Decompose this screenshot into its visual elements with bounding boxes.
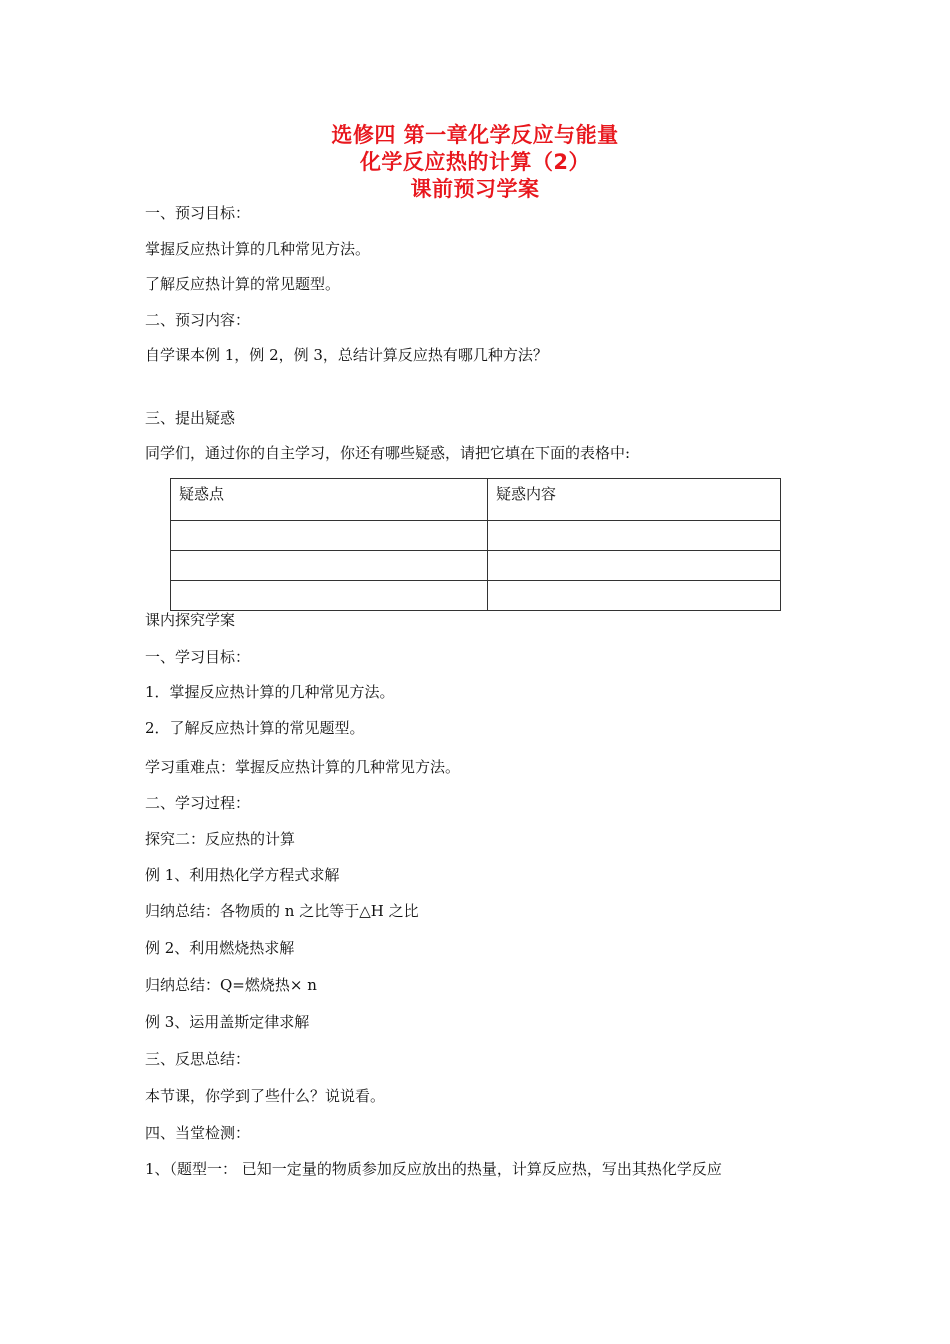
table-row: [171, 521, 781, 551]
inclass-goal-2: 2．了解反应热计算的常见题型。: [145, 719, 365, 737]
example-1: 例 1、利用热化学方程式求解: [145, 866, 340, 884]
doubt-table: [170, 478, 781, 611]
example-2: 例 2、利用燃烧热求解: [145, 939, 295, 957]
table-row: [171, 581, 781, 611]
preview-goal-heading: 一、预习目标：: [145, 204, 251, 222]
doubt-table-header-row: [171, 479, 781, 521]
doubt-table-header-point: 疑惑点: [171, 479, 488, 521]
doubt-table-header-content: 疑惑内容: [488, 479, 781, 521]
doubt-instruction: 同学们，通过你的自主学习，你还有哪些疑惑，请把它填在下面的表格中:: [145, 444, 631, 462]
reflect-heading: 三、反思总结：: [145, 1050, 251, 1068]
title-line-2: 化学反应热的计算（2）: [359, 150, 591, 174]
doubt-cell[interactable]: [171, 521, 488, 551]
table-row: [171, 551, 781, 581]
doubt-cell[interactable]: [488, 581, 781, 611]
title-line-1: 选修四 第一章化学反应与能量: [331, 123, 619, 147]
key-point: 学习重难点：掌握反应热计算的几种常见方法。: [145, 758, 461, 776]
doubt-cell[interactable]: [488, 521, 781, 551]
summary-2: 归纳总结：Q=燃烧热× n: [145, 976, 317, 994]
inclass-goal-heading: 一、学习目标：: [145, 648, 251, 666]
example-3: 例 3、运用盖斯定律求解: [145, 1013, 310, 1031]
inclass-title: 课内探究学案: [145, 611, 236, 629]
reflect-text: 本节课，你学到了些什么？说说看。: [145, 1087, 386, 1105]
process-heading: 二、学习过程：: [145, 794, 251, 812]
doubt-cell[interactable]: [488, 551, 781, 581]
doubt-cell[interactable]: [171, 581, 488, 611]
title-line-3: 课前预习学案: [410, 177, 540, 201]
preview-goal-2: 了解反应热计算的常见题型。: [145, 275, 341, 293]
test-question-1: 1、（题型一： 已知一定量的物质参加反应放出的热量，计算反应热，写出其热化学反应: [145, 1160, 722, 1178]
summary-1: 归纳总结：各物质的 n 之比等于△H 之比: [145, 902, 419, 920]
inclass-goal-1: 1．掌握反应热计算的几种常见方法。: [145, 683, 395, 701]
explore-heading: 探究二：反应热的计算: [145, 830, 296, 848]
test-heading: 四、当堂检测：: [145, 1124, 251, 1142]
preview-goal-1: 掌握反应热计算的几种常见方法。: [145, 240, 371, 258]
preview-content-heading: 二、预习内容：: [145, 311, 251, 329]
doubt-cell[interactable]: [171, 551, 488, 581]
preview-content-text: 自学课本例 1，例 2，例 3，总结计算反应热有哪几种方法？: [145, 346, 548, 364]
title-block: [0, 122, 950, 203]
doubt-heading: 三、提出疑惑: [145, 409, 236, 427]
